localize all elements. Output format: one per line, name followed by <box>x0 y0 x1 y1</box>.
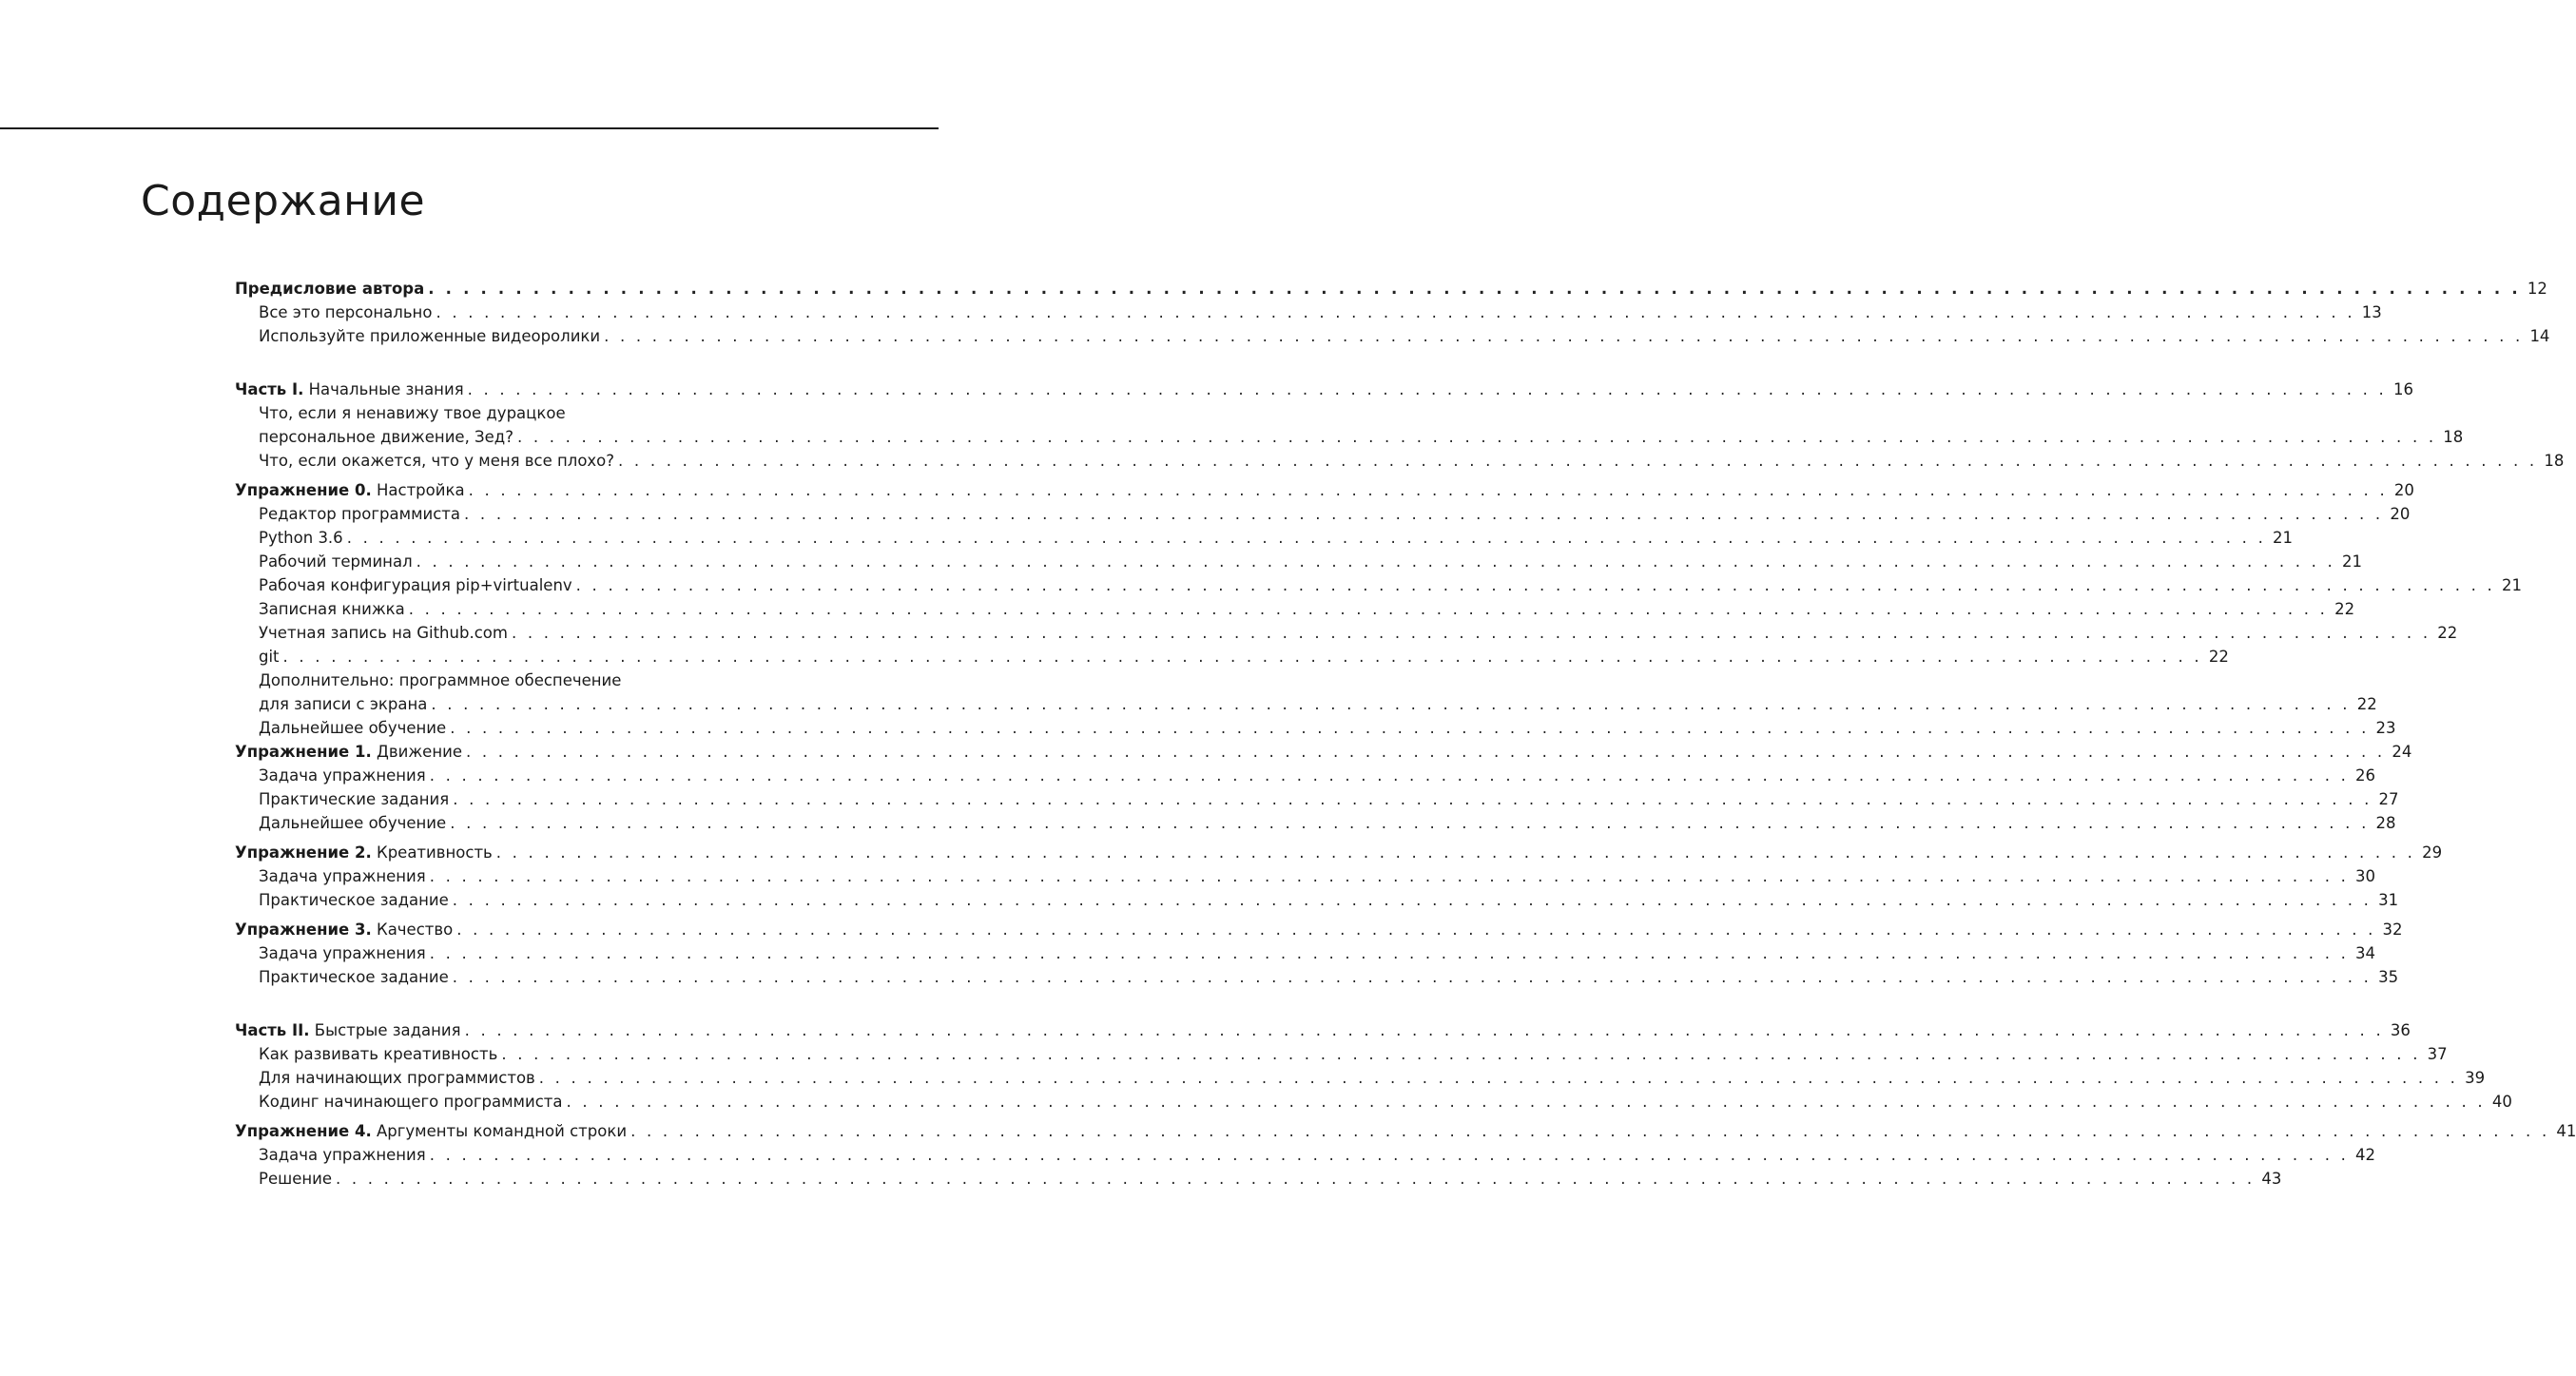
toc-entry-label <box>235 378 464 401</box>
toc-page-number: 24 <box>2392 743 2412 761</box>
toc-entry-title: Решение <box>259 1170 333 1188</box>
dot-leader: . . . . . . . . . . . . . . . . . . . . . . . . . . . . . . . . . . . . . . . . . . . . . . . . . . . . . . . . . . . . . . . . . . . . . . . . . . . . . . . . . . . . . . . . . . . . . . . . . . . . . . . . . . . . . . . . . . . . . . . . <box>452 891 2373 909</box>
toc-entry-label <box>259 645 280 669</box>
toc-entry-title: Практические задания <box>259 790 450 808</box>
toc-entry-title: Рабочая конфигурация pip+virtualenv <box>259 576 572 594</box>
dot-leader: . . . . . . . . . . . . . . . . . . . . . . . . . . . . . . . . . . . . . . . . . . . . . . . . . . . . . . . . . . . . . . . . . . . . . . . . . . . . . . . . . . . . . . . . . . . . . . . . . . . . . . . . . . . . . . . . . . . . . . . . <box>501 1045 2421 1063</box>
toc-entry-title: Python 3.6 <box>259 529 343 547</box>
dot-leader: . . . . . . . . . . . . . . . . . . . . . . . . . . . . . . . . . . . . . . . . . . . . . . . . . . . . . . . . . . . . . . . . . . . . . . . . . . . . . . . . . . . . . . . . . . . . . . . . . . . . . . . . . . . . . . . . . . . . . . . . <box>452 968 2373 986</box>
dot-leader: . . . . . . . . . . . . . . . . . . . . . . . . . . . . . . . . . . . . . . . . . . . . . . . . . . . . . . . . . . . . . . . . . . . . . . . . . . . . . . . . . . . . . . . . . . . . . . . . . . . . . . . . . . . . . . . . . . . . . . . . <box>456 921 2376 939</box>
toc-page-number: 21 <box>2273 529 2294 547</box>
toc-group <box>235 1018 2512 1114</box>
toc-subentry[interactable] <box>235 941 2376 965</box>
toc-entry-title: Для начинающих программистов <box>259 1069 535 1087</box>
toc-entry-label <box>259 300 432 324</box>
dot-leader: . . . . . . . . . . . . . . . . . . . . . . . . . . . . . . . . . . . . . . . . . . . . . . . . . . . . . . . . . . . . . . . . . . . . . . . . . . . . . . . . . . . . . . . . . . . . . . . . . . . . . . . . . . . . . . . . . . . . . . . . <box>511 624 2431 642</box>
toc-entry-label <box>259 716 446 740</box>
toc-subentry[interactable] <box>235 597 2355 621</box>
toc-page-number: 39 <box>2465 1069 2486 1087</box>
toc-page-number: 22 <box>2437 624 2458 642</box>
toc-entry-label <box>259 888 449 912</box>
toc-page-number: 18 <box>2443 428 2464 446</box>
toc-page-number: 35 <box>2378 968 2399 986</box>
toc-entry-title: Креативность <box>371 843 493 862</box>
dot-leader: . . . . . . . . . . . . . . . . . . . . . . . . . . . . . . . . . . . . . . . . . . . . . . . . . . . . . . . . . . . . . . . . . . . . . . . . . . . . . . . . . . . . . . . . . . . . . . . . . . . . . . . . . . . . . . . . . . . . . . . . <box>429 766 2350 785</box>
dot-leader: . . . . . . . . . . . . . . . . . . . . . . . . . . . . . . . . . . . . . . . . . . . . . . . . . . . . . . . . . . . . . . . . . . . . . . . . . . . . . . . . . . . . . . . . . . . . . . . . . . . . . . . . . . . . . . . . . . . . . . . . <box>436 303 2355 321</box>
dot-leader: . . . . . . . . . . . . . . . . . . . . . . . . . . . . . . . . . . . . . . . . . . . . . . . . . . . . . . . . . . . . . . . . . . . . . . . . . . . . . . . . . . . . . . . . . . . . . . . . . . . . . . . . . . . . . . . . . . . . . . . . <box>604 327 2524 345</box>
toc-page-number: 29 <box>2422 843 2443 862</box>
toc-entry[interactable] <box>235 841 2443 864</box>
dot-leader: . . . . . . . . . . . . . . . . . . . . . . . . . . . . . . . . . . . . . . . . . . . . . . . . . . . . . . . . . . . . . . . . . . . . . . . . . . . . . . . . . . . . . . . . . . . . . . . . . . . . . . . . . . . . . . . . . . . . . . . . <box>431 695 2351 713</box>
dot-leader: . . . . . . . . . . . . . . . . . . . . . . . . . . . . . . . . . . . . . . . . . . . . . . . . . . . . . . . . . . . . . . . . . . . . . . . . . . . . . . . . . . . . . . . . . . . . . . . . . . . . . . . . . . . . . . . . . . . . . . . . <box>466 743 2386 761</box>
toc-entry[interactable] <box>235 1119 2576 1143</box>
toc-subentry[interactable] <box>235 573 2522 597</box>
toc-entry[interactable] <box>235 918 2403 941</box>
dot-leader: . . . . . . . . . . . . . . . . . . . . . . . . . . . . . . . . . . . . . . . . . . . . . . . . . . . . . . . . . . . . . . . . . . . . . . . . . . . . . . . . . . . . . . . . . . . . . . . . . . . . . . . . . . . . . . . . . . . . . . . . <box>408 600 2329 618</box>
toc-entry-label <box>259 1066 535 1090</box>
dot-leader: . . . . . . . . . . . . . . . . . . . . . . . . . . . . . . . . . . . . . . . . . . . . . . . . . . . . . . . . . . . . . . . . . . . . . . . . . . . . . . . . . . . . . . . . . . . . . . . . . . . . . . . . . . . . . . . . . . . . . . . . <box>630 1122 2550 1140</box>
toc-entry-number: Упражнение 1. <box>235 743 372 761</box>
toc-page-number: 22 <box>2208 648 2229 666</box>
toc-entry-title: Задача упражнения <box>259 867 426 885</box>
toc-entry-continued: Что, если я ненавижу твое дурацкое <box>259 404 566 422</box>
toc-group <box>235 478 2522 835</box>
toc-entry-title: git <box>259 648 280 666</box>
toc-page-number: 36 <box>2390 1021 2411 1039</box>
toc-entry-label <box>259 597 405 621</box>
toc-entry-title: Дальнейшее обучение <box>259 814 447 832</box>
toc-entry-title: Что, если окажется, что у меня все плохо? <box>259 452 615 470</box>
toc-page-number: 16 <box>2392 380 2413 398</box>
toc-page-number: 26 <box>2355 766 2376 785</box>
dot-leader: . . . . . . . . . . . . . . . . . . . . . . . . . . . . . . . . . . . . . . . . . . . . . . . . . . . . . . . . . . . . . . . . . . . . . . . . . . . . . . . . . . . . . . . . . . . . . . . . . . . . . . . . . . . . . . . . . . . . . . . . <box>450 719 2370 737</box>
dot-leader: . . . . . . . . . . . . . . . . . . . . . . . . . . . . . . . . . . . . . . . . . . . . . . . . . . . . . . . . . . . . . . . . . . . . . . . . . . . . . . . . . . . . . . . . . . . . . . . . . . . . . . . . . . . . . . . . . . . . . . . . <box>282 648 2202 666</box>
toc-entry-title: Качество <box>371 921 454 939</box>
toc-page-number: 41 <box>2556 1122 2576 1140</box>
toc-subentry[interactable] <box>235 550 2362 573</box>
group-spacer <box>235 989 815 1018</box>
dot-leader: . . . . . . . . . . . . . . . . . . . . . . . . . . . . . . . . . . . . . . . . . . . . . . . . . . . . . . . . . . . . . . . . . . . . . . . . . . . . . . . . . . . . . . . . . . . . . . . . . . . . . . . . . . . . . . . . . . . . . . . . <box>467 380 2387 398</box>
toc-entry[interactable] <box>235 478 2414 502</box>
toc-page-number: 28 <box>2375 814 2396 832</box>
dot-leader: . . . . . . . . . . . . . . . . . . . . . . . . . . . . . . . . . . . . . . . . . . . . . . . . . . . . . . . . . . . . . . . . . . . . . . . . . . . . . . . . . . . . . . . . . . . . . . . . . . . . . . . . . . . . . . . . . . . . . . . . <box>429 867 2350 885</box>
dot-leader: . . . . . . . . . . . . . . . . . . . . . . . . . . . . . . . . . . . . . . . . . . . . . . . . . . . . . . . . . . . . . . . . . . . . . . . . . . . . . . . . . . . . . . . . . . . . . . . . . . . . . . . . . . . . . . . . . . . . . . . . <box>450 814 2370 832</box>
toc-entry-label <box>235 277 424 300</box>
toc-page-number: 13 <box>2361 303 2382 321</box>
toc-group <box>235 1119 2576 1191</box>
toc-entry-title: Практическое задание <box>259 891 449 909</box>
toc-entry-label <box>259 1090 563 1114</box>
toc-entry-title: Быстрые задания <box>309 1021 461 1039</box>
toc-entry-number: Часть I. <box>235 380 304 398</box>
toc-page-number: 21 <box>2341 552 2362 571</box>
toc-entry-title: Дальнейшее обучение <box>259 719 447 737</box>
toc-entry-title: для записи с экрана <box>259 695 428 713</box>
toc-entry-title: Записная книжка <box>259 600 405 618</box>
toc-page-number: 14 <box>2529 327 2550 345</box>
toc-entry-label <box>259 787 449 811</box>
toc-entry-number: Часть II. <box>235 1021 310 1039</box>
toc-entry-number: Упражнение 4. <box>235 1122 372 1140</box>
toc-page-number: 40 <box>2491 1093 2512 1111</box>
toc-entry-number: Упражнение 0. <box>235 481 372 499</box>
toc-entry-label <box>259 864 426 888</box>
toc-subentry[interactable] <box>235 864 2376 888</box>
toc-entry-title: Все это персонально <box>259 303 433 321</box>
toc-entry-title: Движение <box>371 743 462 761</box>
toc-subentry[interactable] <box>235 645 2229 669</box>
toc-entry-label <box>259 526 343 550</box>
toc-subentry[interactable] <box>235 811 2396 835</box>
toc-entry[interactable] <box>235 1018 2411 1042</box>
toc-entry-number: Упражнение 3. <box>235 921 372 939</box>
dot-leader: . . . . . . . . . . . . . . . . . . . . . . . . . . . . . . . . . . . . . . . . . . . . . . . . . . . . . . . . . . . . . . . . . . . . . . . . . . . . . . . . . . . . . . . . . . . . . . . . . . . . . . . . . . . . . . . . . . . . . . . . <box>464 505 2384 523</box>
toc-subentry[interactable] <box>235 1090 2512 1114</box>
toc-entry-label <box>259 1042 497 1066</box>
toc-subentry[interactable] <box>235 1143 2376 1167</box>
toc-subentry[interactable] <box>235 1042 2448 1066</box>
toc-subentry[interactable] <box>235 300 2382 324</box>
toc-entry-label <box>235 478 465 502</box>
toc-entry-label <box>259 965 449 989</box>
toc-page-number: 31 <box>2378 891 2399 909</box>
toc-entry-label <box>235 740 462 764</box>
dot-leader: . . . . . . . . . . . . . . . . . . . . . . . . . . . . . . . . . . . . . . . . . . . . . . . . . . . . . . . . . . . . . . . . . . . . . . . . . . . . . . . . . . . . . . . . . . . . . . . . . . . . . . . . . . . . . . . . . . . . . . . . <box>453 790 2373 808</box>
toc-entry[interactable] <box>235 378 2413 401</box>
toc-entry-label <box>259 324 600 348</box>
group-spacer <box>235 348 815 378</box>
dot-leader: . . . . . . . . . . . . . . . . . . . . . . . . . . . . . . . . . . . . . . . . . . . . . . . . . . . . . . . . . . . . . . . . . . . . . . . . . . . . . . . . . . . . . . . . . . . . . . . . . . . . . . . . . . . . . . . . . . . . . . . . <box>495 843 2416 862</box>
toc-page-number: 30 <box>2355 867 2376 885</box>
toc-page-number: 20 <box>2393 481 2414 499</box>
toc-subentry[interactable] <box>235 787 2399 811</box>
toc-subentry[interactable] <box>235 1066 2486 1090</box>
toc-group <box>235 841 2443 912</box>
dot-leader: . . . . . . . . . . . . . . . . . . . . . . . . . . . . . . . . . . . . . . . . . . . . . . . . . . . . . . . . . . . . . . . . . . . . . . . . . . . . . . . . . . . . . . . . . . . . . . . . . . . . . . . . . . . . . . . . . . . . . . . . <box>464 1021 2384 1039</box>
toc-subentry[interactable] <box>235 692 2377 716</box>
toc-entry-label <box>259 425 513 449</box>
dot-leader: . . . . . . . . . . . . . . . . . . . . . . . . . . . . . . . . . . . . . . . . . . . . . . . . . . . . . . . . . . . . . . . . . . . . . . . . . . . . . . . . . . . . . . . . . . . . . . . . . . . . . . . . . . . . . . . . . . . . . . . . <box>428 280 2521 298</box>
toc-entry-title: Задача упражнения <box>259 944 426 962</box>
toc-group <box>235 918 2403 989</box>
toc-group <box>235 277 2550 348</box>
page-title: Содержание <box>141 177 426 225</box>
table-of-contents <box>235 277 2576 1191</box>
toc-entry-title: Задача упражнения <box>259 1146 426 1164</box>
dot-leader: . . . . . . . . . . . . . . . . . . . . . . . . . . . . . . . . . . . . . . . . . . . . . . . . . . . . . . . . . . . . . . . . . . . . . . . . . . . . . . . . . . . . . . . . . . . . . . . . . . . . . . . . . . . . . . . . . . . . . . . . <box>538 1069 2459 1087</box>
toc-page-number: 42 <box>2355 1146 2376 1164</box>
toc-entry-title: Редактор программиста <box>259 505 461 523</box>
toc-entry-title: Практическое задание <box>259 968 449 986</box>
dot-leader: . . . . . . . . . . . . . . . . . . . . . . . . . . . . . . . . . . . . . . . . . . . . . . . . . . . . . . . . . . . . . . . . . . . . . . . . . . . . . . . . . . . . . . . . . . . . . . . . . . . . . . . . . . . . . . . . . . . . . . . . <box>575 576 2495 594</box>
toc-page-number: 18 <box>2544 452 2565 470</box>
toc-subentry[interactable] <box>235 621 2458 645</box>
toc-entry-title: Используйте приложенные видеоролики <box>259 327 601 345</box>
toc-entry-title: Рабочий терминал <box>259 552 413 571</box>
toc-entry-continued: Дополнительно: программное обеспечение <box>259 671 622 689</box>
toc-page-number: 27 <box>2378 790 2399 808</box>
toc-entry-label <box>235 841 493 864</box>
toc-entry-label <box>259 1143 426 1167</box>
toc-subentry[interactable] <box>235 324 2550 348</box>
toc-entry-label <box>235 918 453 941</box>
toc-subentry[interactable] <box>235 764 2376 787</box>
toc-page-number: 32 <box>2382 921 2403 939</box>
dot-leader: . . . . . . . . . . . . . . . . . . . . . . . . . . . . . . . . . . . . . . . . . . . . . . . . . . . . . . . . . . . . . . . . . . . . . . . . . . . . . . . . . . . . . . . . . . . . . . . . . . . . . . . . . . . . . . . . . . . . . . . . <box>618 452 2538 470</box>
toc-subentry[interactable] <box>235 425 2464 449</box>
toc-entry-title: Задача упражнения <box>259 766 426 785</box>
toc-entry-label <box>259 811 446 835</box>
toc-entry-label <box>259 502 460 526</box>
toc-entry-title: персональное движение, Зед? <box>259 428 513 446</box>
toc-entry-label <box>259 449 614 473</box>
toc-subentry[interactable] <box>235 716 2396 740</box>
toc-entry-label <box>259 941 426 965</box>
toc-entry-title: Кодинг начинающего программиста <box>259 1093 563 1111</box>
toc-page-number: 22 <box>2356 695 2377 713</box>
toc-page-number: 12 <box>2527 280 2547 298</box>
toc-page-number: 34 <box>2355 944 2376 962</box>
dot-leader: . . . . . . . . . . . . . . . . . . . . . . . . . . . . . . . . . . . . . . . . . . . . . . . . . . . . . . . . . . . . . . . . . . . . . . . . . . . . . . . . . . . . . . . . . . . . . . . . . . . . . . . . . . . . . . . . . . . . . . . . <box>429 1146 2350 1164</box>
toc-entry-label <box>259 621 508 645</box>
toc-page-number: 22 <box>2334 600 2355 618</box>
toc-entry-label <box>235 1018 461 1042</box>
toc-entry-label <box>235 1119 627 1143</box>
toc-page-number: 23 <box>2375 719 2396 737</box>
toc-entry-title: Начальные знания <box>303 380 464 398</box>
toc-page-number: 43 <box>2261 1170 2282 1188</box>
dot-leader: . . . . . . . . . . . . . . . . . . . . . . . . . . . . . . . . . . . . . . . . . . . . . . . . . . . . . . . . . . . . . . . . . . . . . . . . . . . . . . . . . . . . . . . . . . . . . . . . . . . . . . . . . . . . . . . . . . . . . . . . <box>429 944 2350 962</box>
toc-subentry[interactable] <box>235 526 2294 550</box>
toc-page-number: 37 <box>2427 1045 2448 1063</box>
toc-entry[interactable] <box>235 740 2412 764</box>
toc-subentry[interactable] <box>235 965 2399 989</box>
toc-subentry[interactable] <box>235 1167 2282 1191</box>
toc-entry-label <box>259 692 427 716</box>
toc-entry-number: Предисловие автора <box>235 280 425 298</box>
top-rule <box>0 127 939 129</box>
dot-leader: . . . . . . . . . . . . . . . . . . . . . . . . . . . . . . . . . . . . . . . . . . . . . . . . . . . . . . . . . . . . . . . . . . . . . . . . . . . . . . . . . . . . . . . . . . . . . . . . . . . . . . . . . . . . . . . . . . . . . . . . <box>336 1170 2256 1188</box>
toc-entry-label <box>259 1167 332 1191</box>
toc-entry-label <box>259 764 426 787</box>
toc-entry-title: Настройка <box>371 481 465 499</box>
toc-page-number: 20 <box>2390 505 2411 523</box>
toc-entry-label <box>259 573 572 597</box>
toc-subentry[interactable] <box>235 502 2411 526</box>
toc-entry-number: Упражнение 2. <box>235 843 372 862</box>
toc-group <box>235 378 2565 473</box>
toc-entry-label <box>259 550 413 573</box>
toc-entry-title: Как развивать креативность <box>259 1045 498 1063</box>
toc-entry-title: Аргументы командной строки <box>371 1122 628 1140</box>
dot-leader: . . . . . . . . . . . . . . . . . . . . . . . . . . . . . . . . . . . . . . . . . . . . . . . . . . . . . . . . . . . . . . . . . . . . . . . . . . . . . . . . . . . . . . . . . . . . . . . . . . . . . . . . . . . . . . . . . . . . . . . . <box>346 529 2267 547</box>
dot-leader: . . . . . . . . . . . . . . . . . . . . . . . . . . . . . . . . . . . . . . . . . . . . . . . . . . . . . . . . . . . . . . . . . . . . . . . . . . . . . . . . . . . . . . . . . . . . . . . . . . . . . . . . . . . . . . . . . . . . . . . . <box>468 481 2388 499</box>
toc-page-number: 21 <box>2502 576 2522 594</box>
dot-leader: . . . . . . . . . . . . . . . . . . . . . . . . . . . . . . . . . . . . . . . . . . . . . . . . . . . . . . . . . . . . . . . . . . . . . . . . . . . . . . . . . . . . . . . . . . . . . . . . . . . . . . . . . . . . . . . . . . . . . . . . <box>516 428 2437 446</box>
toc-subentry[interactable] <box>235 888 2399 912</box>
dot-leader: . . . . . . . . . . . . . . . . . . . . . . . . . . . . . . . . . . . . . . . . . . . . . . . . . . . . . . . . . . . . . . . . . . . . . . . . . . . . . . . . . . . . . . . . . . . . . . . . . . . . . . . . . . . . . . . . . . . . . . . . <box>416 552 2335 571</box>
toc-entry-title: Учетная запись на Github.com <box>259 624 508 642</box>
toc-subentry[interactable] <box>235 449 2565 473</box>
dot-leader: . . . . . . . . . . . . . . . . . . . . . . . . . . . . . . . . . . . . . . . . . . . . . . . . . . . . . . . . . . . . . . . . . . . . . . . . . . . . . . . . . . . . . . . . . . . . . . . . . . . . . . . . . . . . . . . . . . . . . . . . <box>566 1093 2486 1111</box>
toc-entry[interactable] <box>235 277 2547 300</box>
